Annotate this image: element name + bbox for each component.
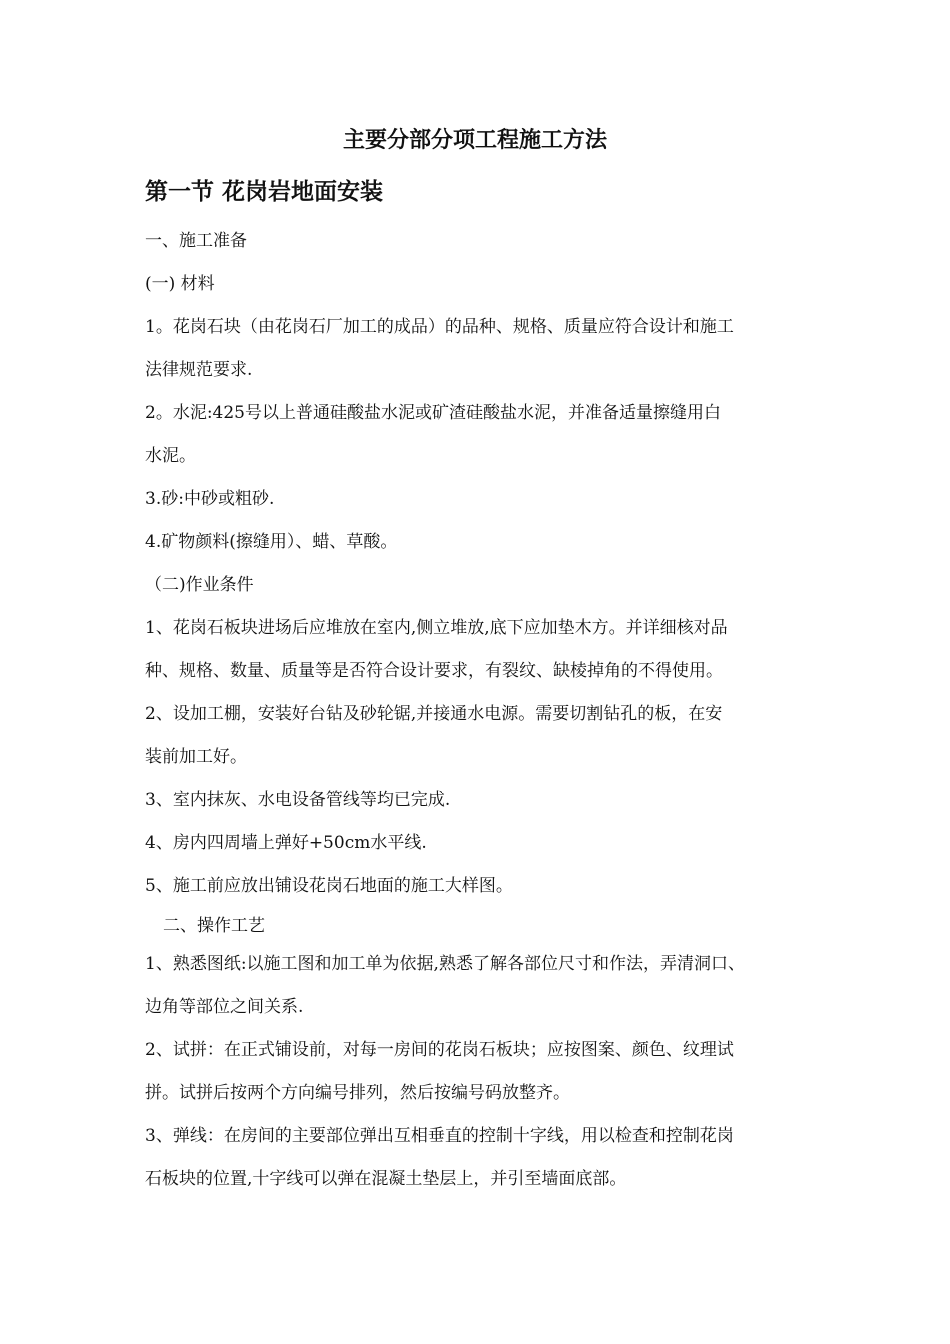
paragraph-line: 4.矿物颜料(擦缝用）、蜡、草酸。 <box>145 532 398 552</box>
paragraph-line: 1、花岗石板块进场后应堆放在室内,侧立堆放,底下应加垫木方。并详细核对品 <box>145 618 728 638</box>
paragraph-line: 法律规范要求. <box>145 360 253 380</box>
document-title: 主要分部分项工程施工方法 <box>342 128 607 153</box>
heading-operation-process: 二、操作工艺 <box>163 916 265 936</box>
paragraph-line: 3.砂:中砂或粗砂. <box>145 489 275 509</box>
paragraph-line: 种、规格、数量、质量等是否符合设计要求，有裂纹、缺棱掉角的不得使用。 <box>145 661 723 681</box>
paragraph-line: 水泥。 <box>145 446 196 466</box>
paragraph-line: 装前加工好。 <box>145 747 247 767</box>
subheading-materials: (一) 材料 <box>145 274 215 294</box>
paragraph-line: 2、设加工棚，安装好台钻及砂轮锯,并接通水电源。需要切割钻孔的板，在安 <box>145 704 723 724</box>
heading-construction-preparation: 一、施工准备 <box>145 231 247 251</box>
paragraph-line: 2。水泥:425号以上普通硅酸盐水泥或矿渣硅酸盐水泥，并准备适量擦缝用白 <box>145 403 721 423</box>
paragraph-line: 3、弹线：在房间的主要部位弹出互相垂直的控制十字线，用以检查和控制花岗 <box>145 1126 734 1146</box>
paragraph-line: 1。花岗石块（由花岗石厂加工的成品）的品种、规格、质量应符合设计和施工 <box>145 317 734 337</box>
paragraph-line: 边角等部位之间关系. <box>145 997 304 1017</box>
paragraph-line: 5、施工前应放出铺设花岗石地面的施工大样图。 <box>145 876 513 896</box>
paragraph-line: 石板块的位置,十字线可以弹在混凝土垫层上，并引至墙面底部。 <box>145 1169 627 1189</box>
paragraph-line: 1、熟悉图纸:以施工图和加工单为依据,熟悉了解各部位尺寸和作法，弄清洞口、 <box>145 954 745 974</box>
paragraph-line: 4、房内四周墙上弹好+50cm水平线. <box>145 833 427 853</box>
subheading-work-conditions: （二)作业条件 <box>145 575 254 595</box>
paragraph-line: 拼。试拼后按两个方向编号排列，然后按编号码放整齐。 <box>145 1083 570 1103</box>
paragraph-line: 3、室内抹灰、水电设备管线等均已完成. <box>145 790 451 810</box>
paragraph-line: 2、试拼：在正式铺设前，对每一房间的花岗石板块；应按图案、颜色、纹理试 <box>145 1040 734 1060</box>
section-heading: 第一节 花岗岩地面安装 <box>145 179 384 205</box>
